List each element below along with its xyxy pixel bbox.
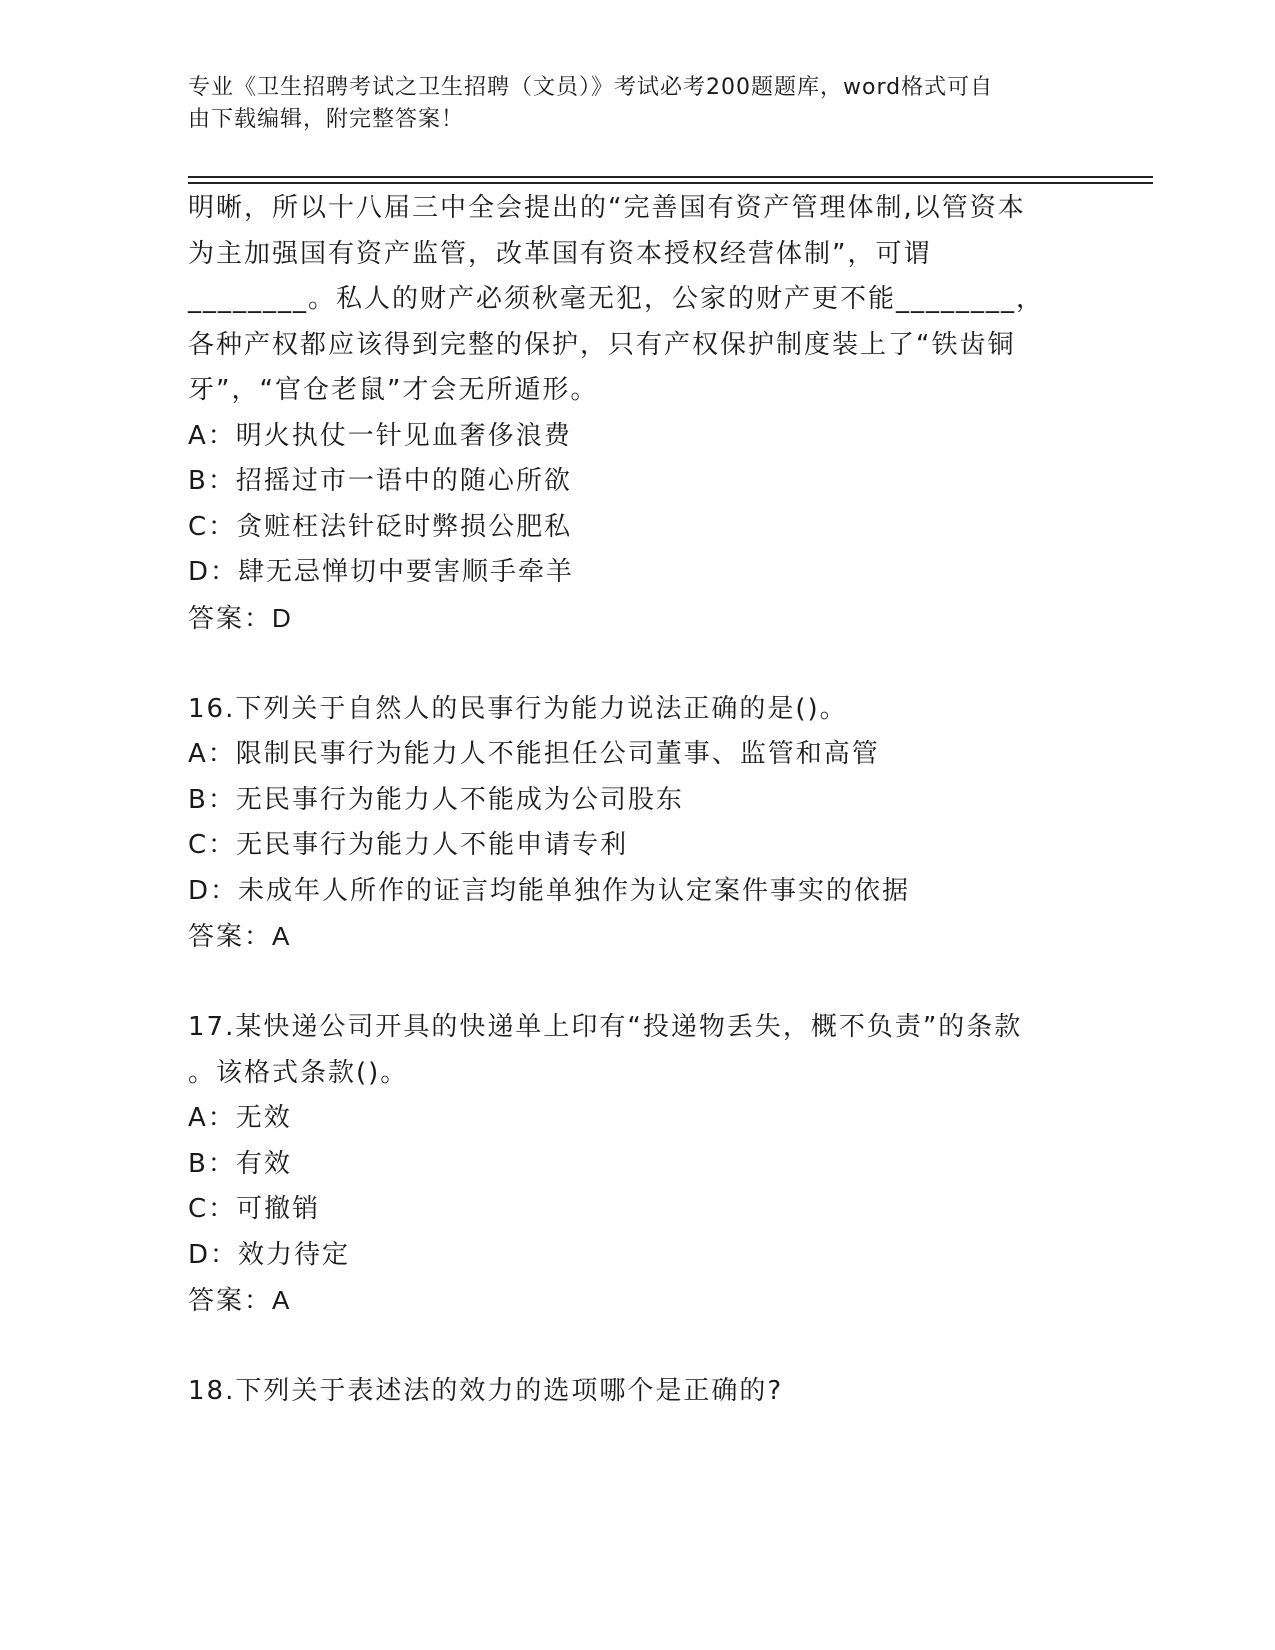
- question-stem-line: 为主加强国有资产监管，改革国有资本授权经营体制”，可谓: [188, 238, 932, 269]
- header-divider-bottom: [188, 182, 1153, 184]
- question-stem-line: 16.下列关于自然人的民事行为能力说法正确的是()。: [188, 693, 848, 724]
- question-stem-line: 牙”，“官仓老鼠”才会无所遁形。: [188, 375, 599, 405]
- document-header: [188, 72, 1068, 136]
- spacer: [188, 1324, 1088, 1370]
- option-b: B：无民事行为能力人不能成为公司股东: [188, 784, 684, 815]
- option-a: A：明火执仗一针见血奢侈浪费: [188, 420, 572, 451]
- option-a: A：无效: [188, 1103, 292, 1133]
- question-stem-line: 17.某快递公司开具的快递单上印有“投递物丢失，概不负责”的条款: [188, 1012, 1023, 1042]
- header-divider-top: [188, 176, 1153, 178]
- option-c: C：贪赃枉法针砭时弊损公肥私: [188, 511, 573, 542]
- question-stem-line: 各种产权都应该得到完整的保护，只有产权保护制度装上了“铁齿铜: [188, 329, 1016, 360]
- option-b: B：招摇过市一语中的随心所欲: [188, 466, 572, 496]
- question-16: [188, 687, 1088, 960]
- option-d: D：肆无忌惮切中要害顺手牵羊: [188, 557, 575, 587]
- option-c: C：可撤销: [188, 1194, 321, 1224]
- answer-line: 答案：D: [188, 602, 293, 633]
- option-c: C：无民事行为能力人不能申请专利: [188, 830, 629, 860]
- answer-line: 答案：A: [188, 1285, 292, 1315]
- question-stem-line: ________。私人的财产必须秋毫无犯，公家的财产更不能________，: [188, 284, 1045, 314]
- question-stem-line: 。该格式条款()。: [188, 1057, 409, 1088]
- option-d: D：效力待定: [188, 1239, 351, 1270]
- question-17: [188, 1005, 1088, 1324]
- spacer: [188, 641, 1088, 687]
- question-stem-line: 明晰，所以十八届三中全会提出的“完善国有资产管理体制,以管资本: [188, 193, 1026, 223]
- question-stem-line: 18.下列关于表述法的效力的选项哪个是正确的?: [188, 1376, 784, 1406]
- option-d: D：未成年人所作的证言均能单独作为认定案件事实的依据: [188, 875, 911, 906]
- option-a: A：限制民事行为能力人不能担任公司董事、监管和高管: [188, 739, 880, 769]
- header-line-2: 由下载编辑，附完整答案！: [188, 107, 465, 132]
- question-18: [188, 1369, 1088, 1415]
- document-body: [188, 186, 1088, 1415]
- question-15: [188, 186, 1088, 641]
- answer-line: 答案：A: [188, 921, 292, 951]
- option-b: B：有效: [188, 1148, 292, 1179]
- header-line-1: 专业《卫生招聘考试之卫生招聘（文员）》考试必考200题题库，word格式可自: [188, 75, 994, 100]
- spacer: [188, 960, 1088, 1006]
